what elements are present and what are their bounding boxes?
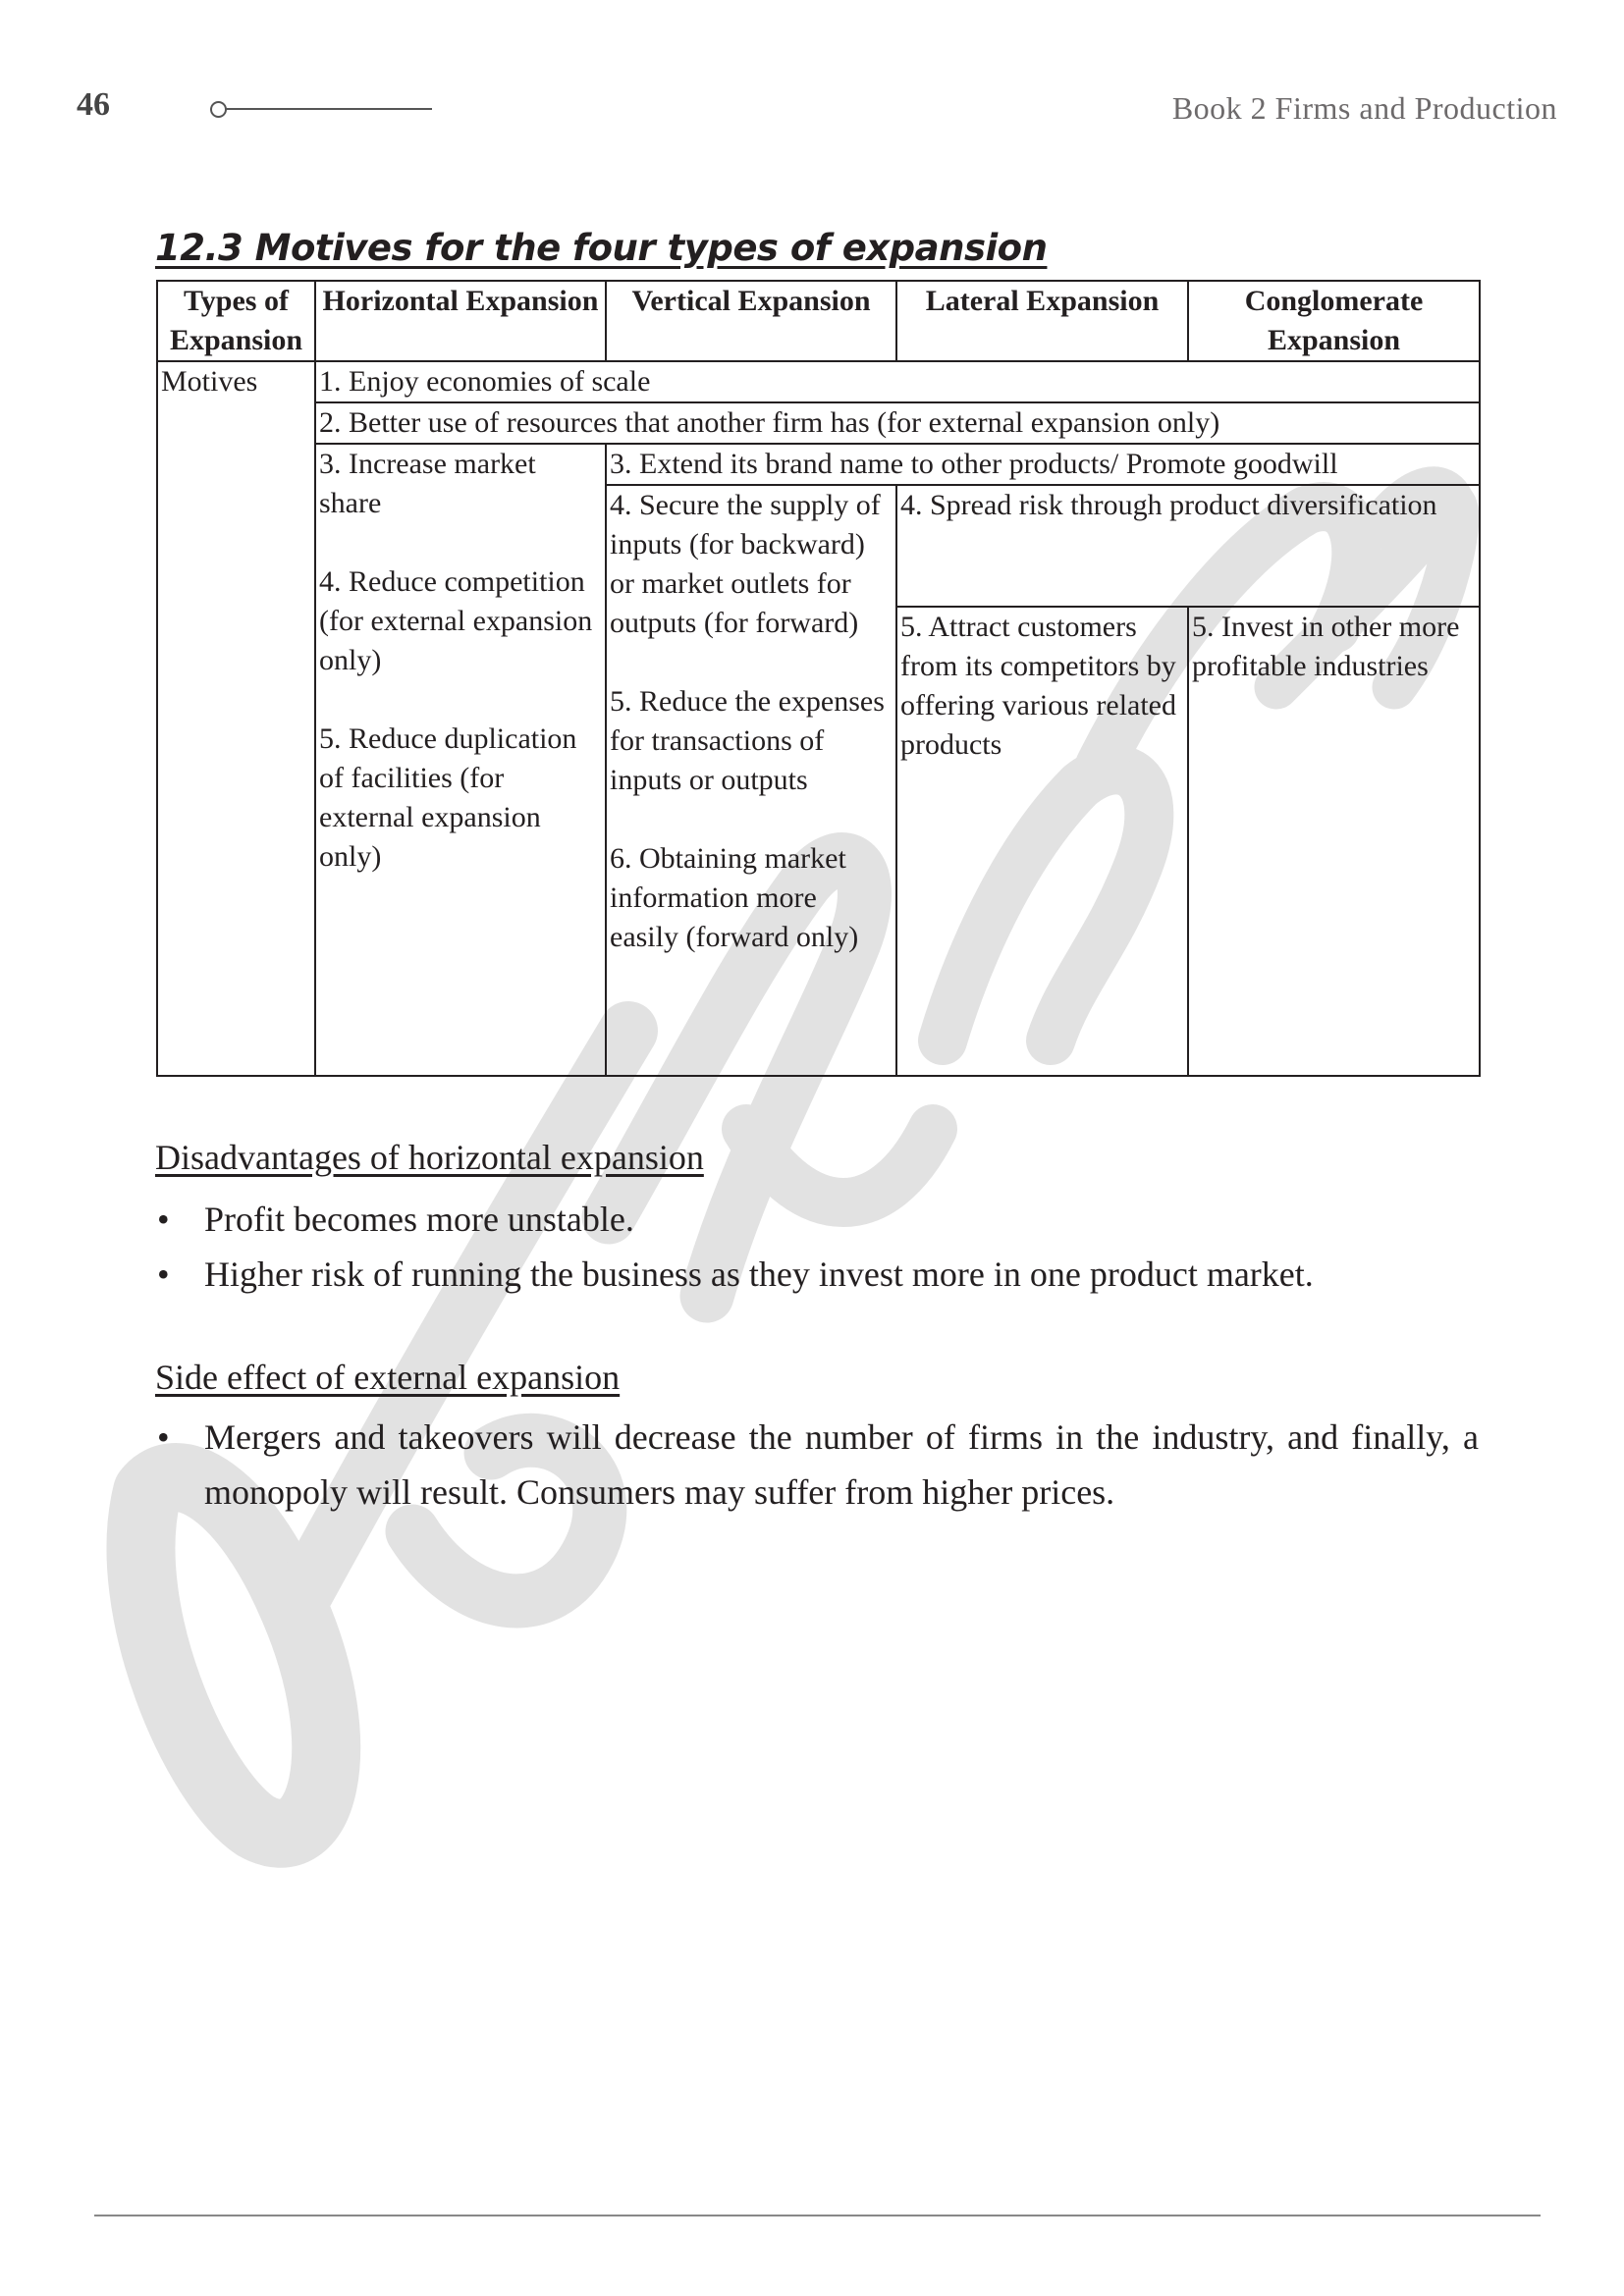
header-types-of-expansion: Types of Expansion xyxy=(157,281,315,361)
list-item: • Mergers and takeovers will decrease the number of firms in the industry, and finally, a monopoly will result. Consumers may suffer from higher prices. xyxy=(155,1410,1479,1520)
horizontal-motives-cell xyxy=(315,444,606,1076)
header-rule xyxy=(212,108,432,110)
header-conglomerate-expansion: Conglomerate Expansion xyxy=(1188,281,1480,361)
side-effect-heading: Side effect of external expansion xyxy=(155,1358,621,1397)
footer-rule xyxy=(94,2215,1541,2216)
disadvantages-heading: Disadvantages of horizontal expansion xyxy=(155,1138,704,1177)
motives-table xyxy=(156,280,1481,1077)
list-item: • Higher risk of running the business as they invest more in one product market. xyxy=(155,1247,1479,1302)
side-effect-list xyxy=(155,1410,1479,1520)
list-item: • Profit becomes more unstable. xyxy=(155,1192,1479,1247)
table-row xyxy=(157,444,1480,485)
header-ornament-circle xyxy=(210,101,227,118)
motive-extend-brand-name: 3. Extend its brand name to other products/ Promote goodwill xyxy=(606,444,1480,485)
book-title: Book 2 Firms and Production xyxy=(1171,90,1557,126)
header-horizontal-expansion: Horizontal Expansion xyxy=(315,281,606,361)
lateral-motive-5: 5. Attract customers from its competitors by offering various related products xyxy=(896,607,1188,1076)
conglomerate-motive-5: 5. Invest in other more profitable industries xyxy=(1188,607,1480,1076)
table-row xyxy=(157,361,1480,402)
vertical-motive-6: 6. Obtaining market information more easily (forward only) xyxy=(610,842,859,953)
table-row xyxy=(157,402,1480,444)
vertical-motive-4: 4. Secure the supply of inputs (for backward) or market outlets for outputs (for forward) xyxy=(610,489,881,639)
horizontal-motive-3: 3. Increase market share xyxy=(319,448,536,519)
motive-economies-of-scale: 1. Enjoy economies of scale xyxy=(315,361,1480,402)
horizontal-motive-5: 5. Reduce duplication of facilities (for external expansion only) xyxy=(319,722,577,873)
motive-spread-risk: 4. Spread risk through product diversification xyxy=(896,485,1480,607)
horizontal-motive-4: 4. Reduce competition (for external expansion only) xyxy=(319,565,593,676)
motive-better-use-of-resources: 2. Better use of resources that another firm has (for external expansion only) xyxy=(315,402,1480,444)
section-title: 12.3 Motives for the four types of expansion xyxy=(155,227,1048,269)
page-number: 46 xyxy=(77,86,110,123)
row-label-motives: Motives xyxy=(157,361,315,1076)
vertical-motives-cell xyxy=(606,485,896,1076)
header-lateral-expansion: Lateral Expansion xyxy=(896,281,1188,361)
disadvantages-list xyxy=(155,1192,1479,1302)
header-vertical-expansion: Vertical Expansion xyxy=(606,281,896,361)
vertical-motive-5: 5. Reduce the expenses for transactions of inputs or outputs xyxy=(610,685,885,796)
table-header-row xyxy=(157,281,1480,361)
